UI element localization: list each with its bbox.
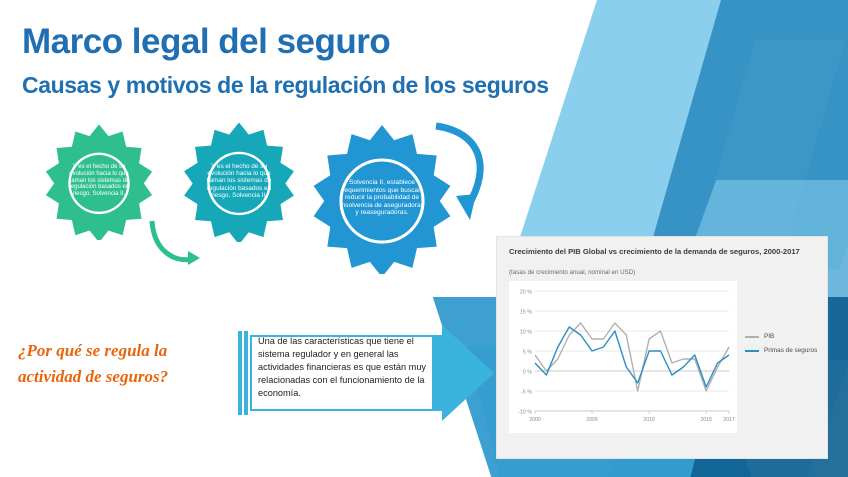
page-title: Marco legal del seguro (22, 22, 391, 61)
chart-legend (745, 333, 817, 361)
legend-swatch-1 (745, 350, 759, 352)
svg-text:10 %: 10 % (519, 329, 532, 336)
gear-label-1: Y es el hecho de su evolución hacia lo que llaman los sistemas de regulación basados en riesgo, Solvencia II. (68, 163, 130, 198)
curved-arrow-icon-2 (428, 120, 498, 240)
svg-text:-5 %: -5 % (520, 389, 532, 396)
legend-item-0 (745, 333, 817, 340)
arrow-paragraph: Una de las características que tiene el sistema regulador y en general las actividades financieras es que están muy relacionadas con el funcionamiento de la economía. (258, 336, 427, 399)
page-subtitle: Causas y motivos de la regulación de los seguros (22, 72, 549, 98)
gear-label-2: Y es el hecho de su evolución hacia lo que llaman los sistemas de regulación basados en riesgo, Solvencia II. (206, 162, 272, 200)
chart-card (497, 237, 827, 458)
svg-text:2017: 2017 (723, 417, 735, 423)
legend-label-1: Primas de seguros (764, 347, 818, 354)
svg-text:15 %: 15 % (519, 309, 532, 316)
svg-text:-10 %: -10 % (517, 409, 532, 416)
arrow-callout (236, 325, 498, 421)
legend-label-0: PIB (764, 333, 775, 340)
legend-item-1 (745, 347, 817, 354)
question-text: ¿Por qué se regula la actividad de seguros? (18, 341, 169, 387)
legend-swatch-0 (745, 336, 759, 338)
svg-text:20 %: 20 % (519, 289, 532, 296)
chart-plot-area (509, 281, 737, 433)
gear-label-3: Solvencia II, establece requerimientos que buscan reducir la probabilidad de insolvencia de aseguradoras y reaseguradoras. (340, 179, 424, 217)
chart-subtitle: (tasas de crecimiento anual, nominal en USD) (509, 269, 636, 276)
svg-text:2005: 2005 (586, 417, 598, 423)
svg-text:2010: 2010 (643, 417, 655, 423)
svg-text:5 %: 5 % (522, 349, 532, 356)
chart-title: Crecimiento del PIB Global vs crecimiento de la demanda de seguros, 2000-2017 (509, 247, 800, 256)
svg-text:0 %: 0 % (522, 369, 532, 376)
svg-text:2000: 2000 (529, 417, 541, 423)
gear-shape-1 (40, 122, 158, 240)
chart-svg (509, 281, 737, 433)
curved-arrow-icon-1 (148, 215, 210, 271)
svg-text:2015: 2015 (700, 417, 712, 423)
